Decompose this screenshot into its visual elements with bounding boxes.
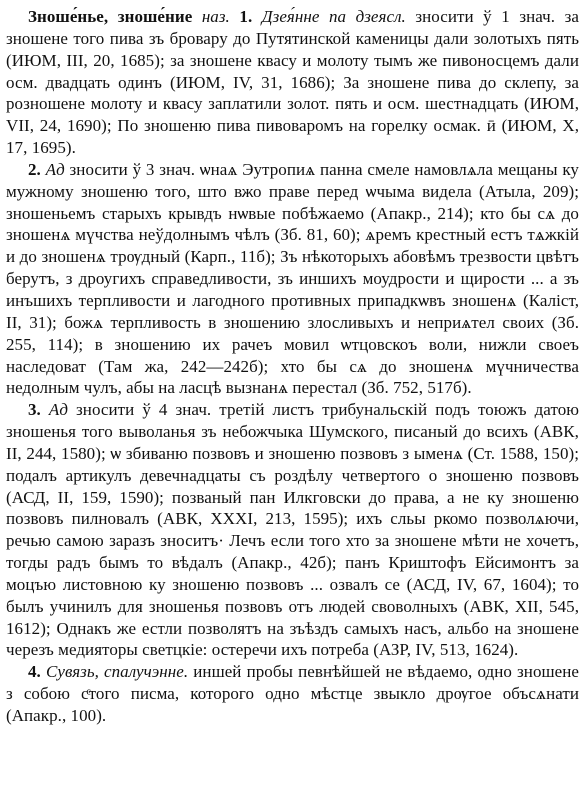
sense-definition: Дзея́нне па дзеясл. <box>261 7 406 26</box>
sense-definition: Сувязь, спалучэнне. <box>46 662 189 682</box>
sense-text: зносити ў 1 знач. за зношене того пива зъ бровару до Путятинской каменицы дали золотыхъ пять (ИЮМ, III, 20, 1685); за зношене квасу и молоту тымъ же пивоносцемъ дали осм. двадцать одинъ (ИЮМ, IV, 31, 1686); За зношене пива до склепу, за розношене молоту и квасу заплатили золот. пять и осм. шестнадцать (ИЮМ, VII, 24, 1690); По зношеню пива пивоваромъ на горелку осмак. ӣ (ИЮМ, X, 17, 1695). <box>6 7 579 158</box>
sense-1-paragraph <box>6 6 579 159</box>
sense-number: 2. <box>28 159 41 179</box>
sense-3-paragraph <box>6 399 579 661</box>
sense-2-paragraph <box>6 159 579 399</box>
sense-definition: Ад <box>45 159 65 179</box>
sense-number: 3. <box>28 400 41 420</box>
sense-text: зносити ў 3 знач. ѡнаѧ Эутропиѧ панна смеле намовлѧла мещаны ку мужному зношеню того, што вжо праве перед ѡчыма видела (Атыла, 209); зношеньемъ старыхъ крывдъ нѡвые побѣжаемо (Апакр., 214); кто бы сѧ до зношенѧ мүчства неўдолнымъ чѣлъ (Зб. 81, 60); ѧремъ крестный естъ тѧжкій и до зношенѧ трѹдный (Карп., 11б); Зъ нѣкоторыхъ абовѣмъ трезвости цвѣтъ берутъ, з дроугихъ справедливости, зъ иншихъ моудрости и щирости ... а зъ инъшихъ терпливости и лагодного противных припадкѡвъ зношенѧ (Каліст, II, 31); божѧ терпливость в зношению злосливыхъ и неприѧтел своих (Зб. 255, 114); в зношению их рачеъ мовил ѡтцовскоъ воли, нижли своеъ наследоват (Там жа, 242—242б); хто бы сѧ до зношенѧ мүчничества недолным чулъ, абы на ласцѣ вызнанѧ перестал (Зб. 752, 517б). <box>6 159 579 398</box>
sense-number: 1. <box>239 7 253 26</box>
sense-number: 4. <box>28 662 41 682</box>
sense-definition: Ад <box>48 400 68 420</box>
sense-4-paragraph <box>6 661 579 727</box>
sense-text: иншей пробы певнѣйшей не вѣдаемо, одно зношене з собою сͨтого писма, которого одно мѣстце звыкло дрѹгое объсѧнати (Апакр., 100). <box>6 662 579 725</box>
sense-text: зносити ў 4 знач. третій листъ трибунальскій подъ тоюжъ датою зношенья того выволанья зъ небожчыка Шумского, писаный до всихъ (АВК, II, 244, 1580); ѡ збиваню позвовъ и зношеню позвовъ з ыменѧ (Ст. 1588, 150); подалъ артикулъ девечнадцаты съ роздѣлу четвертого о зношеню позвовъ (АСД, II, 159, 1590); позваный пан Илкговски до права, а не ку зношеню позвовъ пилновалъ (АВК, XXXI, 213, 1595); ихъ сльы ркомо позволѧючи, речью самою заразъ зноситъ· Лечъ если того хто за зношене мѣти не хочетъ, тогды радъ бымъ то вѣдалъ (Апакр., 42б); панъ Криштофъ Ейсимонтъ за моцъю листовною ку зношеню позвовъ ... озвалъ се (АСД, IV, 67, 1604); то былъ учинилъ для зношенья позвовъ отъ людей своволныхъ (АВК, XII, 545, 1612); Однакъ же естли позволятъ на зъѣздъ самыхъ насъ, альбо на зношене черезъ медияторы светцкіе: остеречи ихъ потреба (АЗР, IV, 513, 1624). <box>6 400 579 660</box>
part-of-speech: наз. <box>201 7 230 26</box>
headword: Зноше́нье, зноше́ние <box>28 7 193 26</box>
